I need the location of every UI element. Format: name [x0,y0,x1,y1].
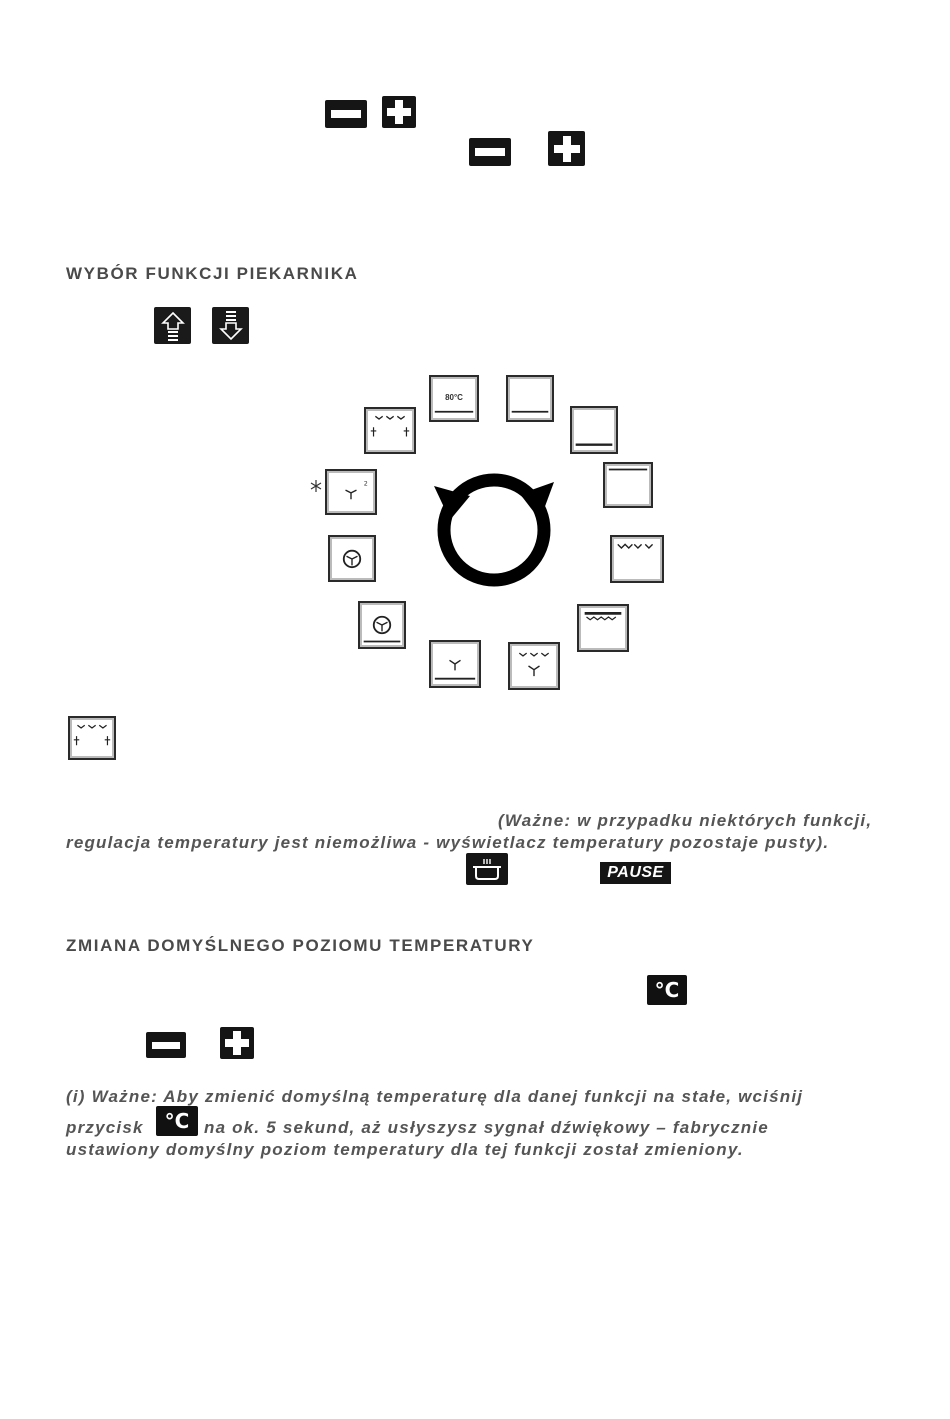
minus-icon [331,110,361,118]
default-temp-note-line3: ustawiony domyślny poziom temperatury dla tej funkcji został zmieniony. [66,1140,744,1159]
plus-button[interactable] [382,96,416,128]
function-selected-icon [68,716,116,760]
plus-icon [554,136,580,162]
minus-icon [152,1042,180,1049]
plus-icon [387,100,411,124]
timer-button[interactable] [466,853,508,885]
arrow-up-icon [161,311,185,341]
pause-button[interactable]: PAUSE [600,862,671,884]
function-grill-icon[interactable] [610,535,664,583]
function-top-heat-icon[interactable] [506,375,554,422]
function-bottom-heat-icon[interactable] [570,406,618,454]
function-fan-bottom-icon[interactable] [429,640,481,688]
defrost-temp-label: 80°C [445,393,463,402]
minus-button-3[interactable] [146,1032,186,1058]
temperature-button[interactable]: °C [647,975,687,1005]
function-defrost-icon[interactable] [429,375,479,422]
default-temp-note-line1: (i) Ważne: Aby zmienić domyślną temperaturę dla danej funkcji na stałe, wciśnij [66,1087,804,1106]
function-hot-air-bottom-icon[interactable] [358,601,406,649]
pot-icon [472,857,502,881]
plus-button-3[interactable] [220,1027,254,1059]
minus-icon [475,148,505,156]
function-full-grill-icon[interactable] [577,604,629,652]
default-temp-note-line2a: przycisk [66,1118,144,1137]
function-upper-heat-icon[interactable] [603,462,653,508]
function-fan-grill-icon[interactable] [508,642,560,690]
important-note-line1: (Ważne: w przypadku niektórych funkcji, [498,811,873,830]
snowflake-icon [310,479,322,493]
plus-button-2[interactable] [548,131,585,166]
default-temp-note-line2b: na ok. 5 sekund, aż usłyszysz sygnał dźwiękowy – fabrycznie [204,1118,769,1137]
arrow-down-icon [219,311,243,341]
svg-text:2: 2 [363,479,368,488]
plus-icon [225,1031,249,1055]
minus-button-2[interactable] [469,138,511,166]
minus-button[interactable] [325,100,367,128]
temperature-button-inline[interactable]: °C [156,1106,198,1136]
arrow-down-button[interactable] [212,307,249,344]
function-top-bottom-fan-icon[interactable] [364,407,416,454]
cycle-arrows-icon [430,468,560,593]
section-heading-oven-functions: WYBÓR FUNKCJI PIEKARNIKA [66,264,359,283]
arrow-up-button[interactable] [154,307,191,344]
important-note-line2: regulacja temperatury jest niemożliwa - wyświetlacz temperatury pozostaje pusty). [66,833,830,852]
function-eco-fan-icon[interactable] [325,469,377,515]
function-hot-air-icon[interactable] [328,535,376,582]
section-heading-default-temperature: ZMIANA DOMYŚLNEGO POZIOMU TEMPERATURY [66,936,535,955]
